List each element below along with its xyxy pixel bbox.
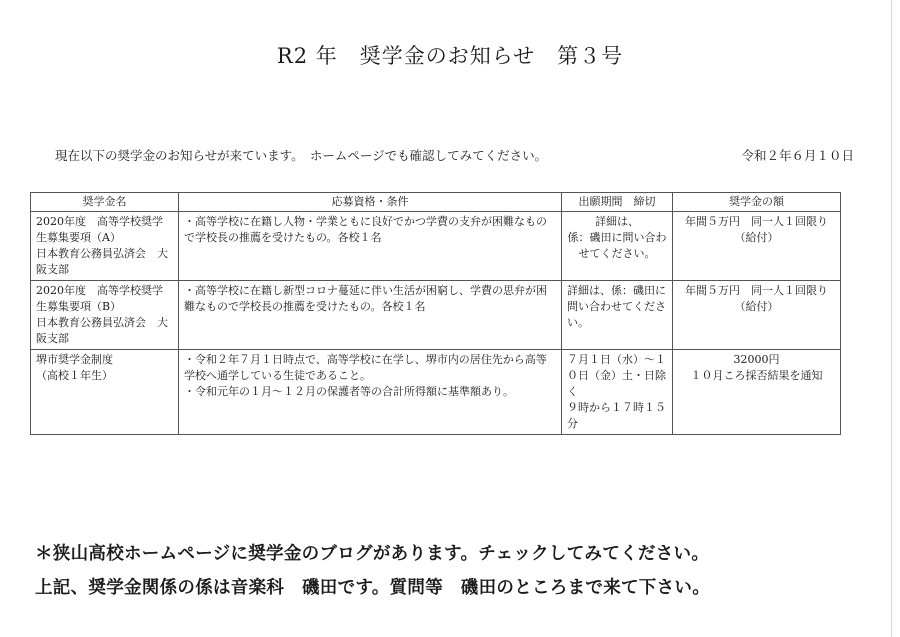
issue-date: 令和２年６月１０日	[741, 148, 854, 163]
page-title: R2 年 奨学金のお知らせ 第３号	[276, 44, 624, 68]
cell-period: ７月１日（水）～１０日（金）土・日除く ９時から１７時１５分	[562, 350, 673, 435]
cell-amount: 年間５万円 同一人１回限り （給付）	[673, 281, 841, 350]
header-period: 出願期間 締切	[562, 193, 673, 212]
condition-line: ・令和２年７月１日時点で、高等学校に在学し、堺市内の居住先から高等学校へ通学している生徒であること。	[184, 353, 547, 382]
amount-note: １０月ころ採否結果を通知	[690, 369, 823, 382]
cell-condition	[179, 350, 562, 435]
cell-name: 堺市奨学金制度 （高校１年生）	[31, 350, 179, 435]
table-row	[31, 212, 841, 281]
cell-name: 2020年度 高等学校奨学生募集要項（A） 日本教育公務員弘済会 大阪支部	[31, 212, 179, 281]
condition-line: ・令和元年の１月～１２月の保護者等の合計所得額に基準額あり。	[184, 385, 514, 398]
cell-period: 詳細は、 係：磯田に問い合わせてください。	[562, 212, 673, 281]
intro-notice: 現在以下の奨学金のお知らせが来ています。 ホームページでも確認してみてください。	[55, 148, 548, 163]
cell-condition: ・高等学校に在籍し人物・学業ともに良好でかつ学費の支弁が困難なもので学校長の推薦を受けたもの。各校１名	[179, 212, 562, 281]
footer-blog-note: ＊狭山高校ホームページに奨学金のブログがあります。チェックしてみてください。	[35, 544, 710, 564]
cell-name: 2020年度 高等学校奨学生募集要項（B） 日本教育公務員弘済会 大阪支部	[31, 281, 179, 350]
header-condition: 応募資格・条件	[179, 193, 562, 212]
table-row	[31, 281, 841, 350]
table-header-row	[31, 193, 841, 212]
page-edge-line	[891, 0, 892, 637]
cell-period: 詳細は、係：磯田に問い合わせてください。	[562, 281, 673, 350]
cell-amount: 年間５万円 同一人１回限り （給付）	[673, 212, 841, 281]
table-row	[31, 350, 841, 435]
cell-condition: ・高等学校に在籍し新型コロナ蔓延に伴い生活が困窮し、学費の思弁が困難なもので学校長の推薦を受けたもの。各校１名	[179, 281, 562, 350]
amount-value: 32000円	[733, 353, 780, 366]
scholarship-table	[30, 192, 841, 435]
footer-contact-note: 上記、奨学金関係の係は音楽科 磯田です。質問等 磯田のところまで来て下さい。	[35, 578, 710, 598]
cell-amount	[673, 350, 841, 435]
header-name: 奨学金名	[31, 193, 179, 212]
header-amount: 奨学金の額	[673, 193, 841, 212]
